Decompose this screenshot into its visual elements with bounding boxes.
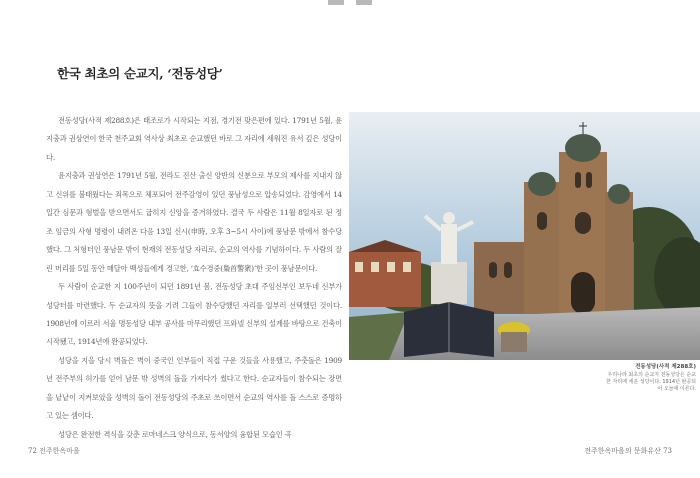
photo-caption — [604, 362, 696, 393]
paragraph: 성당을 지을 당시 벽돌은 벽이 중국인 인부들이 직접 구운 것들을 사용했고, 주춧돌은 1909년 전주부의 허가를 얻어 남문 밖 성벽의 돌을 가져다가 썼다고 한다. 순교자들이 참수되는 장면을 낱낱이 지켜보았을 성벽의 돌이 전동성당의 주초로 쓰이면서 순교의 역사를 돌 스스로 증명하고 있는 셈이다. — [46, 355, 342, 421]
footer-right-page-number: 전주한옥마을의 문화유산 73 — [584, 447, 672, 455]
top-tab-left — [328, 0, 344, 5]
cathedral-photo — [349, 112, 700, 360]
caption-text: 우리나라 최초의 순교지 전동성당은 순교한 자리에 세운 성당이다. 1914년 완공되어 오늘에 이른다. — [606, 372, 696, 392]
flower-pot — [498, 322, 530, 352]
paragraph: 두 사람이 순교한 지 100주년이 되던 1891년 봄, 전동성당 초대 주임신부인 보두네 신부가 성당터를 마련했다. 두 순교자의 뜻을 기려 그들이 참수당했던 자리를 일부러 선택했던 것이다. 1908년에 이르러 서울 명동성당 내부 공사를 마무리했던 프와넬 신부의 설계를 바탕으로 건축이 시작됐고, 1914년에 완공되었다. — [46, 282, 342, 347]
caption-title: 전동성당(사적 제288호) — [635, 364, 696, 370]
paragraph: 윤지충과 권상연은 1791년 5월, 전라도 진산 출신 양반의 신분으로 부모의 제사를 지내지 않고 신위를 불태웠다는 죄목으로 체포되어 전주감영이 있던 풍남성으로 압송되었다. 감영에서 14일간 심문과 형벌을 받으면서도 굽히지 신앙을 증거하였다. 결국 두 사람은 11월 8일자로 된 정조 임금의 사형 명령이 내려온 다음 13일 신시(申時, 오후 3~5시 사이)에 풍남문 밖에서 참수당했다. 그 처형터인 풍남문 밖이 현재의 전동성당 자리로, 순교의 역사를 기념하이다. 두 사람의 잘린 머리를 5일 동안 매달아 백성들에게 경고한, ‘효수경중(梟首警衆)’한 곳이 풍남문이다. — [46, 171, 342, 273]
paragraph: 전동성당(사적 제288호)은 태조로가 시작되는 지점, 경기전 맞은편에 있다. 1791년 5월, 윤지충과 권상연이 한국 천주교회 역사상 최초로 순교했던 바로 그 자리에 세워진 유서 깊은 성당이다. — [46, 116, 342, 162]
book-monument — [404, 302, 494, 357]
cathedral-illustration — [349, 112, 700, 360]
left-building — [349, 240, 421, 307]
page-title: 한국 최초의 순교지, ‘전동성당’ — [57, 66, 223, 81]
footer-left-page-number: 72 전주한옥마을 — [28, 447, 80, 455]
top-tab-right — [356, 0, 372, 5]
article-body — [46, 112, 342, 444]
paragraph: 성당은 완전한 격식을 갖춘 로마네스크 양식으로, 동서양의 융합된 모습인 곡 — [58, 429, 292, 439]
